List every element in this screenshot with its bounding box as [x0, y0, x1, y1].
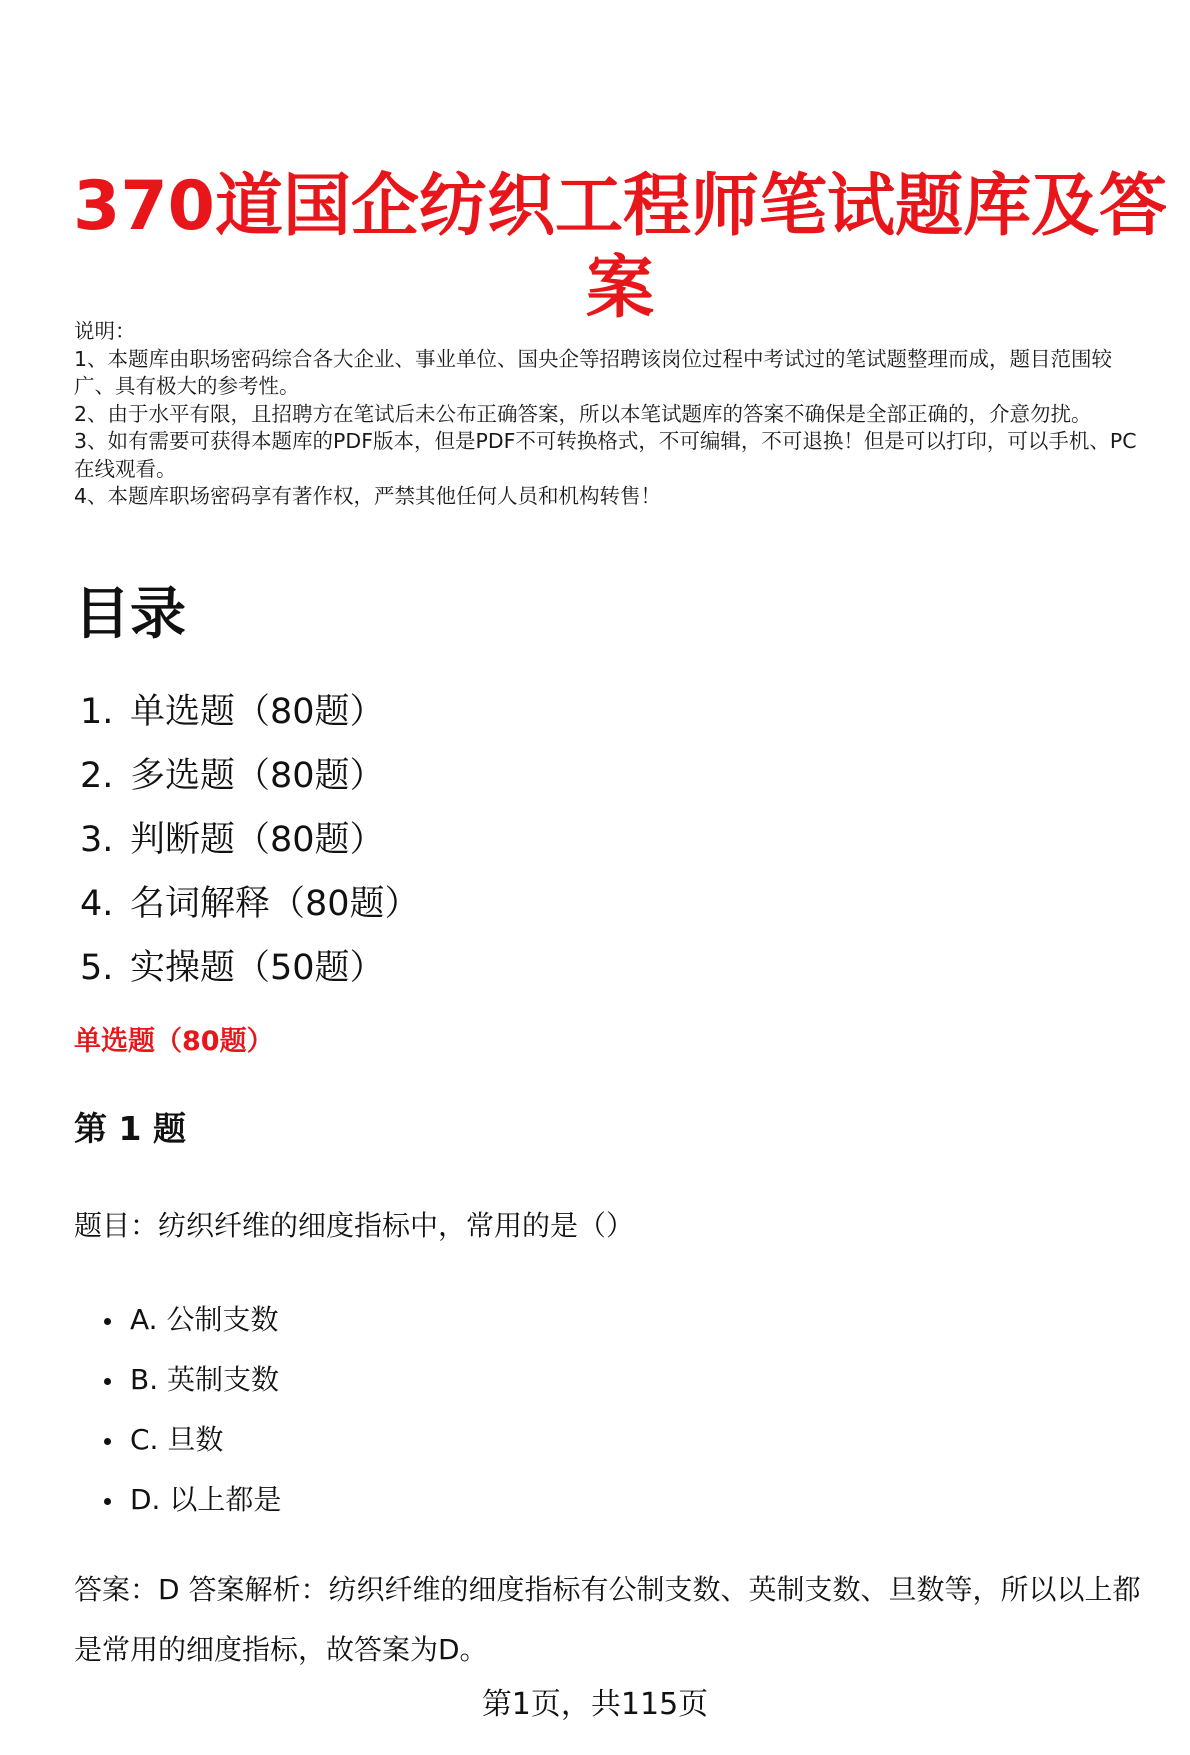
toc-item-label: 单选题（80题） — [130, 692, 385, 732]
option-item: C. 旦数 — [104, 1410, 281, 1470]
toc-item[interactable] — [80, 872, 420, 936]
toc-item[interactable] — [80, 680, 420, 744]
notes-heading: 说明： — [74, 319, 136, 343]
toc-item[interactable] — [80, 744, 420, 808]
toc-item[interactable] — [80, 936, 420, 1000]
toc-item-number: 4. — [80, 884, 114, 924]
toc-item-number: 1. — [80, 692, 114, 732]
toc-item-label: 判断题（80题） — [130, 820, 385, 860]
notes-item: 4、本题库职场密码享有著作权，严禁其他任何人员和机构转售！ — [74, 484, 662, 508]
toc-item-number: 5. — [80, 948, 114, 988]
notes-item: 3、如有需要可获得本题库的PDF版本，但是PDF不可转换格式，不可编辑，不可退换！但是可以打印，可以手机、PC在线观看。 — [74, 429, 1137, 481]
question-number: 第 1 题 — [74, 1109, 186, 1148]
option-item: D. 以上都是 — [104, 1470, 281, 1530]
page-footer: 第1页，共115页 — [481, 1687, 709, 1722]
toc-item-number: 2. — [80, 756, 114, 796]
document-title: 370道国企纺织工程师笔试题库及答案 — [73, 166, 1167, 328]
toc-item-number: 3. — [80, 820, 114, 860]
option-item: B. 英制支数 — [104, 1350, 281, 1410]
table-of-contents — [80, 680, 420, 1000]
toc-item-label: 多选题（80题） — [130, 756, 385, 796]
toc-heading: 目录 — [74, 582, 186, 647]
answer-options — [104, 1290, 281, 1530]
question-text: 题目：纺织纤维的细度指标中，常用的是（） — [74, 1209, 635, 1242]
option-item: A. 公制支数 — [104, 1290, 281, 1350]
toc-item[interactable] — [80, 808, 420, 872]
toc-item-label: 实操题（50题） — [130, 948, 385, 988]
notes-item: 1、本题库由职场密码综合各大企业、事业单位、国央企等招聘该岗位过程中考试过的笔试题整理而成，题目范围较广、具有极大的参考性。 — [74, 346, 1113, 398]
notes-block — [74, 318, 1150, 511]
notes-item: 2、由于水平有限，且招聘方在笔试后未公布正确答案，所以本笔试题库的答案不确保是全部正确的，介意勿扰。 — [74, 401, 1092, 426]
toc-item-label: 名词解释（80题） — [130, 884, 420, 924]
section-heading: 单选题（80题） — [74, 1026, 274, 1057]
answer-explanation: 答案：D 答案解析：纺织纤维的细度指标有公制支数、英制支数、旦数等，所以以上都是常用的细度指标，故答案为D。 — [74, 1573, 1141, 1666]
